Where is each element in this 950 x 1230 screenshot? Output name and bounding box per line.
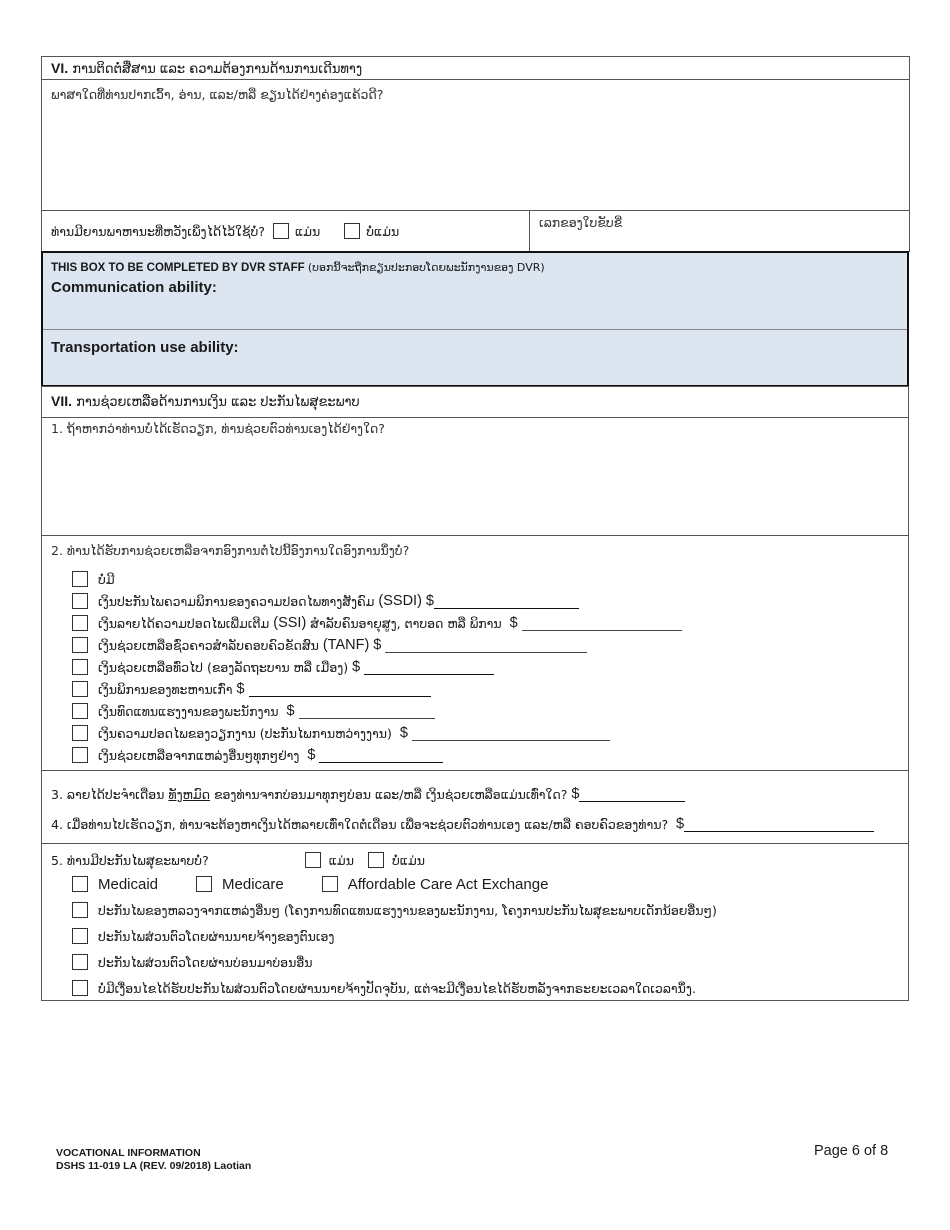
section-6-title: ການຕິດຕໍ່ສື່ສານ ແລະ ຄວາມຕ້ອງການດ້ານການເດີນທາງ xyxy=(72,62,363,77)
vehicle-no-label: ບໍ່ແມ່ນ xyxy=(366,223,400,239)
q4-text: ເມື່ອທ່ານໄປເຮັດວຽກ, ທ່ານຈະຕ້ອງຫາເງິນໄດ້ຫລາຍເທົ່າໃດຕໍ່ເດືອນ ເພື່ອຈະຊ່ວຍຕົວທ່ານເອງ ແລະ/ຫລື ຄອບຄົວຂອງທ່ານ? xyxy=(66,817,669,832)
income-general-dollar: $ xyxy=(352,659,361,675)
income-other-label: ເງິນຊ່ວຍເຫລືອຈາກແຫລ່ງອື່ນໆທຸກໆຢ່າງ xyxy=(98,747,300,763)
q3-text-a: ລາຍໄດ້ປະຈຳເດືອນ xyxy=(66,787,165,802)
form-page xyxy=(41,56,909,1001)
medicaid-checkbox[interactable] xyxy=(72,876,88,892)
income-general-amount[interactable] xyxy=(364,660,494,675)
insurance-other-public xyxy=(42,896,908,922)
income-veterans-dollar: $ xyxy=(236,681,245,697)
footer-form-number: DSHS 11-019 LA (REV. 09/2018) Laotian xyxy=(56,1160,252,1172)
q3-text-c: ຂອງທ່ານຈາກບ່ອນມາທຸກໆບ່ອນ ແລະ/ຫລື ເງິນຊ່ວຍເຫລືອແມ່ນເທົ່າໃດ? xyxy=(213,787,568,802)
income-workers-comp-dollar: $ xyxy=(286,703,295,719)
income-ssdi-label: ເງິນປະກັນໄພຄວາມພິການຂອງຄວາມປອດໄພທາງສັງຄົມ xyxy=(98,593,375,609)
monthly-income-question xyxy=(42,771,908,802)
insurance-employer-checkbox[interactable] xyxy=(72,928,88,944)
income-ssdi-checkbox[interactable] xyxy=(72,593,88,609)
income-tanf-code: (TANF) $ xyxy=(322,637,382,653)
insurance-employer-label: ປະກັນໄພສ່ວນຕົວໂດຍຜ່ານນາຍຈ້າງຂອງຕົນເອງ xyxy=(98,928,335,944)
aca-exchange-checkbox[interactable] xyxy=(322,876,338,892)
income-none xyxy=(72,568,899,590)
q3-number: 3. xyxy=(51,787,63,802)
income-ssi xyxy=(72,612,899,634)
income-unemployment-dollar: $ xyxy=(399,725,408,741)
insurance-private-other-label: ປະກັນໄພສ່ວນຕົວໂດຍຜ່ານບ່ອນມາບ່ອນອື່ນ xyxy=(98,954,313,970)
income-sources-cell xyxy=(42,536,909,771)
needed-income-question xyxy=(42,802,908,832)
section-7-header xyxy=(42,387,909,418)
income-ssi-checkbox[interactable] xyxy=(72,615,88,631)
section-6-header xyxy=(42,57,910,80)
income-other-amount[interactable] xyxy=(319,748,443,763)
income-ssi-label-2: ສຳລັບຄົນອາຍຸສູງ, ຕາບອດ ຫລື ພິການ xyxy=(310,615,502,631)
aca-exchange-label: Affordable Care Act Exchange xyxy=(347,875,549,893)
insurance-question-row xyxy=(42,844,908,870)
section-6-number: VI. xyxy=(51,60,69,76)
income-ssi-dollar: $ xyxy=(509,615,518,631)
transportation-ability-field[interactable] xyxy=(43,330,907,385)
income-other-checkbox[interactable] xyxy=(72,747,88,763)
income-ssi-amount[interactable] xyxy=(522,616,682,631)
q4-number: 4. xyxy=(51,817,63,832)
income-ssdi-code: (SSDI) $ xyxy=(378,593,434,609)
section-7-number: VII. xyxy=(51,393,73,409)
income-workers-comp xyxy=(72,700,899,722)
medicare-label: Medicare xyxy=(222,875,284,893)
section-6-table xyxy=(41,56,910,252)
income-ssi-label: ເງິນລາຍໄດ້ຄວາມປອດໄພເພີ່ມເຕີມ xyxy=(98,615,270,631)
income-other xyxy=(72,744,899,766)
income-unemployment xyxy=(72,722,899,744)
income-veterans-checkbox[interactable] xyxy=(72,681,88,697)
income-tanf-label: ເງິນຊ່ວຍເຫລືອຊົ່ວຄາວສຳລັບຄອບຄົວຂັດສົນ xyxy=(98,637,319,653)
income-ssi-code: (SSI) xyxy=(273,615,307,631)
income-general-label: ເງິນຊ່ວຍເຫລືອທົ່ວໄປ (ຂອງລັດຖະບານ ຫລື ເມືອງ) xyxy=(98,659,349,675)
income-veterans-label: ເງິນພິການຂອງທະຫານເກົ່າ xyxy=(98,681,233,697)
dvr-staff-label xyxy=(51,261,899,274)
income-workers-comp-checkbox[interactable] xyxy=(72,703,88,719)
health-insurance-cell xyxy=(42,844,909,1001)
q3-dollar: $ xyxy=(571,786,580,802)
income-unemployment-checkbox[interactable] xyxy=(72,725,88,741)
income-unemployment-label: ເງິນຄວາມປອດໄພຂອງວຽກງານ (ປະກັນໄພການຫວ່າງງານ) xyxy=(98,725,392,741)
language-field[interactable] xyxy=(42,80,910,211)
income-workers-comp-label: ເງິນທົດແທນແຮງງານຂອງພະນັກງານ xyxy=(98,703,279,719)
dvr-staff-label-lao: (ບອກນີ້ຈະຖືກຂຽນປະກອບໂດຍພະນັກງານຂອງ DVR) xyxy=(307,261,545,274)
insurance-waiting-period-checkbox[interactable] xyxy=(72,980,88,996)
page-number: Page 6 of 8 xyxy=(814,1143,889,1159)
income-ssdi-amount[interactable] xyxy=(434,594,579,609)
footer-form-title: VOCATIONAL INFORMATION xyxy=(56,1147,201,1159)
insurance-employer xyxy=(42,922,908,948)
form-footer xyxy=(56,1147,251,1173)
income-tanf xyxy=(72,634,899,656)
income-tanf-amount[interactable] xyxy=(385,638,587,653)
income-other-dollar: $ xyxy=(307,747,316,763)
insurance-no-checkbox[interactable] xyxy=(368,852,384,868)
language-question: ພາສາໃດທີ່ທ່ານປາກເວົ້າ, ອ່ານ, ແລະ/ຫລື ຂຽນໄດ້ຢ່າງຄ່ອງແຄ້ວດີ? xyxy=(51,87,384,102)
income-veterans-amount[interactable] xyxy=(249,682,431,697)
communication-ability-field[interactable] xyxy=(43,253,907,330)
license-number-label: ເລກຂອງໃບຂັບຂີ່ xyxy=(539,215,623,230)
income-ssdi xyxy=(72,590,899,612)
income-general-checkbox[interactable] xyxy=(72,659,88,675)
insurance-waiting-period xyxy=(42,974,908,1000)
communication-ability-label: Communication ability: xyxy=(51,279,217,296)
medicare-checkbox[interactable] xyxy=(196,876,212,892)
vehicle-question: ທ່ານມີຍານພາຫານະທີ່ຫວັງເພິ່ງໄດ້ໄວ້ໃຊ້ບໍ່? xyxy=(51,223,265,239)
q4-dollar: $ xyxy=(676,816,685,832)
license-number-field[interactable] xyxy=(530,211,910,252)
dvr-staff-box xyxy=(41,251,909,387)
transportation-ability-label: Transportation use ability: xyxy=(51,339,239,356)
income-amounts-cell xyxy=(42,771,909,844)
insurance-no-label: ບໍ່ແມ່ນ xyxy=(391,852,425,868)
income-veterans xyxy=(72,678,899,700)
section-7-table xyxy=(41,386,909,1001)
support-question: 1. ຖ້າຫາກວ່າທ່ານບໍ່ໄດ້ເຮັດວຽກ, ທ່ານຊ່ວຍຕົວທ່ານເອງໄດ້ຢ່າງໃດ? xyxy=(51,421,385,436)
income-sources-list xyxy=(42,558,908,766)
income-general xyxy=(72,656,899,678)
income-unemployment-amount[interactable] xyxy=(412,726,610,741)
vehicle-yes-checkbox[interactable] xyxy=(273,223,289,239)
vehicle-no-checkbox[interactable] xyxy=(344,223,360,239)
insurance-waiting-period-label: ບໍ່ມີເງື່ອນໄຂໄດ້ຮັບປະກັນໄພສ່ວນຕົວໂດຍຜ່ານນາຍຈ້າງປັດຈຸບັນ, ແຕ່ຈະມີເງື່ອນໄຂໄດ້ຮັບຫລັງຈາກຣະຍະເວລາໃດເວລານຶ່ງ. xyxy=(98,980,696,996)
insurance-private-other xyxy=(42,948,908,974)
income-sources-question: 2. ທ່ານໄດ້ຮັບການຊ່ວຍເຫລືອຈາກອົງການຕໍ່ໄປນີ້ອົງການໃດອົງການນຶ່ງບໍ່? xyxy=(51,543,410,558)
insurance-yes-checkbox[interactable] xyxy=(305,852,321,868)
insurance-question: 5. ທ່ານມີປະກັນໄພສຸຂະພາບບໍ່? xyxy=(51,852,209,868)
income-none-label: ບໍ່ມີ xyxy=(98,571,115,587)
insurance-yes-label: ແມ່ນ xyxy=(328,852,354,868)
support-question-field[interactable] xyxy=(42,418,909,536)
income-tanf-checkbox[interactable] xyxy=(72,637,88,653)
vehicle-question-cell xyxy=(42,211,530,252)
insurance-private-other-checkbox[interactable] xyxy=(72,954,88,970)
insurance-other-public-checkbox[interactable] xyxy=(72,902,88,918)
needed-income-amount[interactable] xyxy=(684,817,874,832)
insurance-types-row xyxy=(42,870,908,896)
q3-text-b: ທັງຫມົດ xyxy=(168,787,210,802)
income-workers-comp-amount[interactable] xyxy=(299,704,435,719)
insurance-other-public-label: ປະກັນໄພຂອງຫລວງຈາກແຫລ່ງອື່ນໆ (ໂຄງການທົດແທນແຮງງານຂອງພະນັກງານ, ໂຄງການປະກັນໄພສຸຂະພາບເດັກນ້ອຍອື່ນໆ) xyxy=(98,902,717,918)
monthly-income-amount[interactable] xyxy=(579,787,685,802)
income-none-checkbox[interactable] xyxy=(72,571,88,587)
medicaid-label: Medicaid xyxy=(98,875,159,893)
vehicle-yes-label: ແມ່ນ xyxy=(294,223,321,239)
dvr-staff-label-en: THIS BOX TO BE COMPLETED BY DVR STAFF xyxy=(51,262,305,274)
section-7-title: ການຊ່ວຍເຫລືອດ້ານການເງິນ ແລະ ປະກັນໄພສຸຂະພາບ xyxy=(76,395,360,410)
